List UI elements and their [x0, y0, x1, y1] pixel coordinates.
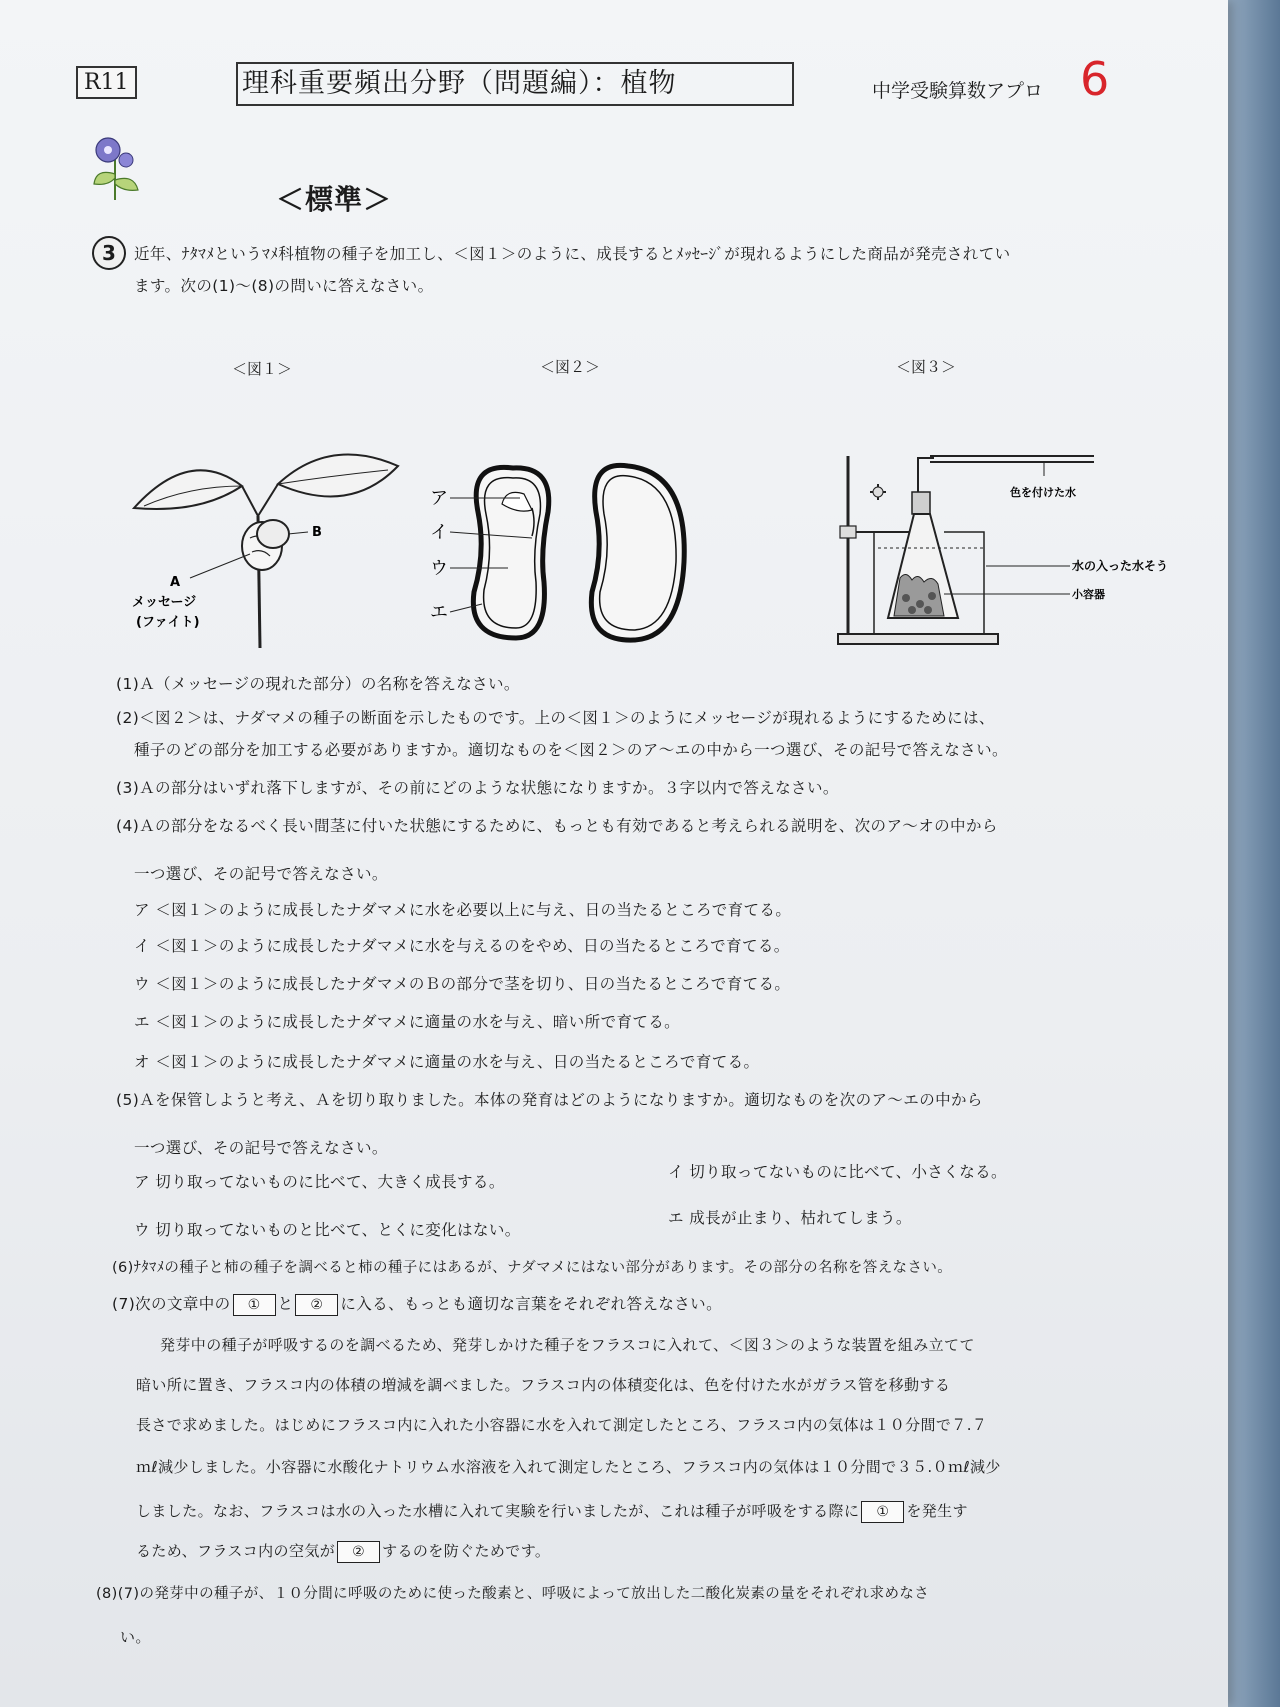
difficulty-level: ＜標準＞	[276, 183, 393, 216]
figure-2-label-u: ウ	[430, 558, 448, 579]
passage-line-1: 発芽中の種子が呼吸するのを調べるため、発芽しかけた種子をフラスコに入れて、＜図３＞のような装置を組み立てて	[160, 1336, 975, 1354]
question-intro-line-1: 近年、ﾅﾀﾏﾒというﾏﾒ科植物の種子を加工し、＜図１＞のように、成長するとﾒｯｾｰｼﾞが現れるようにした商品が発売されてい	[134, 245, 1011, 263]
figure-1-caption-message: メッセージ	[132, 595, 197, 610]
passage-line-6-pre: るため、フラスコ内の空気が	[136, 1542, 336, 1560]
q5-text-line-1: (5)Ａを保管しようと考え、Ａを切り取りました。本体の発育はどのようになりますか。適切なものを次のア〜エの中から	[116, 1091, 983, 1109]
q7-blank-1: ①	[233, 1294, 276, 1316]
q2-text-line-1: (2)＜図２＞は、ナダマメの種子の断面を示したものです。上の＜図１＞のようにメッセージが現れるようにするためには、	[116, 709, 995, 727]
passage-line-4: ｍℓ減少しました。小容器に水酸化ナトリウム水溶液を入れて測定したところ、フラスコ内の気体は１０分間で３５.０ｍℓ減少	[136, 1458, 1001, 1476]
morning-glory-icon	[86, 134, 144, 204]
figure-1-label-b: B	[312, 525, 322, 540]
passage-line-6-post: するのを防ぐためです。	[382, 1542, 551, 1560]
passage-line-5	[136, 1500, 968, 1523]
question-number: 3	[92, 236, 126, 270]
q5-option-e: エ 成長が止まり、枯れてしまう。	[668, 1209, 912, 1227]
q5-option-a: ア 切り取ってないものに比べて、大きく成長する。	[134, 1173, 505, 1191]
page-title: 理科重要頻出分野（問題編）：植物	[236, 62, 794, 106]
passage-line-6	[136, 1540, 550, 1563]
q7-text-pre: (7)次の文章中の	[112, 1295, 231, 1313]
q6-text: (6)ﾅﾀﾏﾒの種子と柿の種子を調べると柿の種子にはあるが、ナダマメにはない部分があります。その部分の名称を答えなさい。	[112, 1260, 953, 1276]
q5-option-i: イ 切り取ってないものに比べて、小さくなる。	[668, 1163, 1007, 1181]
passage-line-2: 暗い所に置き、フラスコ内の体積の増減を調べました。フラスコ内の体積変化は、色を付けた水がガラス管を移動する	[136, 1376, 951, 1394]
figure-3-label-small-container: 小容器	[1072, 588, 1105, 601]
q7-text-post: に入る、もっとも適切な言葉をそれぞれ答えなさい。	[340, 1295, 722, 1313]
q4-option-a: ア ＜図１＞のように成長したナダマメに水を必要以上に与え、日の当たるところで育てる。	[134, 901, 792, 919]
figure-1-caption-fight: (ファイト)	[136, 615, 200, 630]
figure-3-label-water-tank: 水の入った水そう	[1072, 559, 1169, 573]
passage-line-5-post: を発生す	[906, 1502, 968, 1520]
q4-option-u: ウ ＜図１＞のように成長したナダマメのＢの部分で茎を切り、日の当たるところで育てる。	[134, 975, 791, 993]
q7-text	[112, 1292, 722, 1316]
q2-text-line-2: 種子のどの部分を加工する必要がありますか。適切なものを＜図２＞のア〜エの中から一つ選び、その記号で答えなさい。	[134, 741, 1008, 759]
figure-2-seed-section	[428, 452, 718, 652]
q7-blank-2: ②	[295, 1294, 338, 1316]
q4-text-line-1: (4)Ａの部分をなるべく長い間茎に付いた状態にするために、もっとも有効であると考えられる説明を、次のア〜オの中から	[116, 817, 998, 835]
q5-option-u: ウ 切り取ってないものと比べて、とくに変化はない。	[134, 1221, 521, 1239]
figure-2-label-e: エ	[430, 602, 448, 623]
passage-blank-2: ②	[337, 1541, 380, 1563]
page-number: 6	[1080, 52, 1110, 106]
figure-2-title: ＜図２＞	[540, 358, 601, 376]
q1-text: (1)Ａ（メッセージの現れた部分）の名称を答えなさい。	[116, 675, 520, 693]
question-intro-line-2: ます。次の(1)〜(8)の問いに答えなさい。	[134, 277, 434, 295]
q4-option-e: エ ＜図１＞のように成長したナダマメに適量の水を与え、暗い所で育てる。	[134, 1013, 681, 1031]
q8-text-line-2: い。	[120, 1628, 151, 1646]
q7-text-mid: と	[277, 1295, 294, 1313]
passage-blank-1: ①	[861, 1501, 904, 1523]
q3-text: (3)Ａの部分はいずれ落下しますが、その前にどのような状態になりますか。３字以内で答えなさい。	[116, 779, 839, 797]
q4-option-i: イ ＜図１＞のように成長したナダマメに水を与えるのをやめ、日の当たるところで育てる。	[134, 937, 790, 955]
q4-option-o: オ ＜図１＞のように成長したナダマメに適量の水を与え、日の当たるところで育てる。	[134, 1053, 760, 1071]
q5-text-line-2: 一つ選び、その記号で答えなさい。	[134, 1139, 388, 1157]
figure-3-apparatus	[834, 448, 1204, 648]
figure-2-label-i: イ	[430, 522, 448, 543]
figure-2-label-a: ア	[430, 488, 448, 509]
section-badge: R11	[76, 66, 137, 99]
figure-3-label-colored-water: 色を付けた水	[1010, 486, 1076, 499]
figure-1-label-a: A	[170, 575, 181, 590]
q4-text-line-2: 一つ選び、その記号で答えなさい。	[134, 865, 388, 883]
q8-text-line-1: (8)(7)の発芽中の種子が、１０分間に呼吸のために使った酸素と、呼吸によって放出した二酸化炭素の量をそれぞれ求めなさ	[96, 1586, 930, 1602]
figure-1-title: ＜図１＞	[232, 360, 293, 378]
figure-1-seedling	[130, 436, 410, 650]
figure-3-title: ＜図３＞	[896, 358, 957, 376]
passage-line-5-pre: しました。なお、フラスコは水の入った水槽に入れて実験を行いましたが、これは種子が呼吸をする際に	[136, 1502, 860, 1520]
brand-name: 中学受験算数アプロ	[872, 80, 1044, 102]
passage-line-3: 長さで求めました。はじめにフラスコ内に入れた小容器に水を入れて測定したところ、フラスコ内の気体は１０分間で７.７	[136, 1416, 988, 1434]
